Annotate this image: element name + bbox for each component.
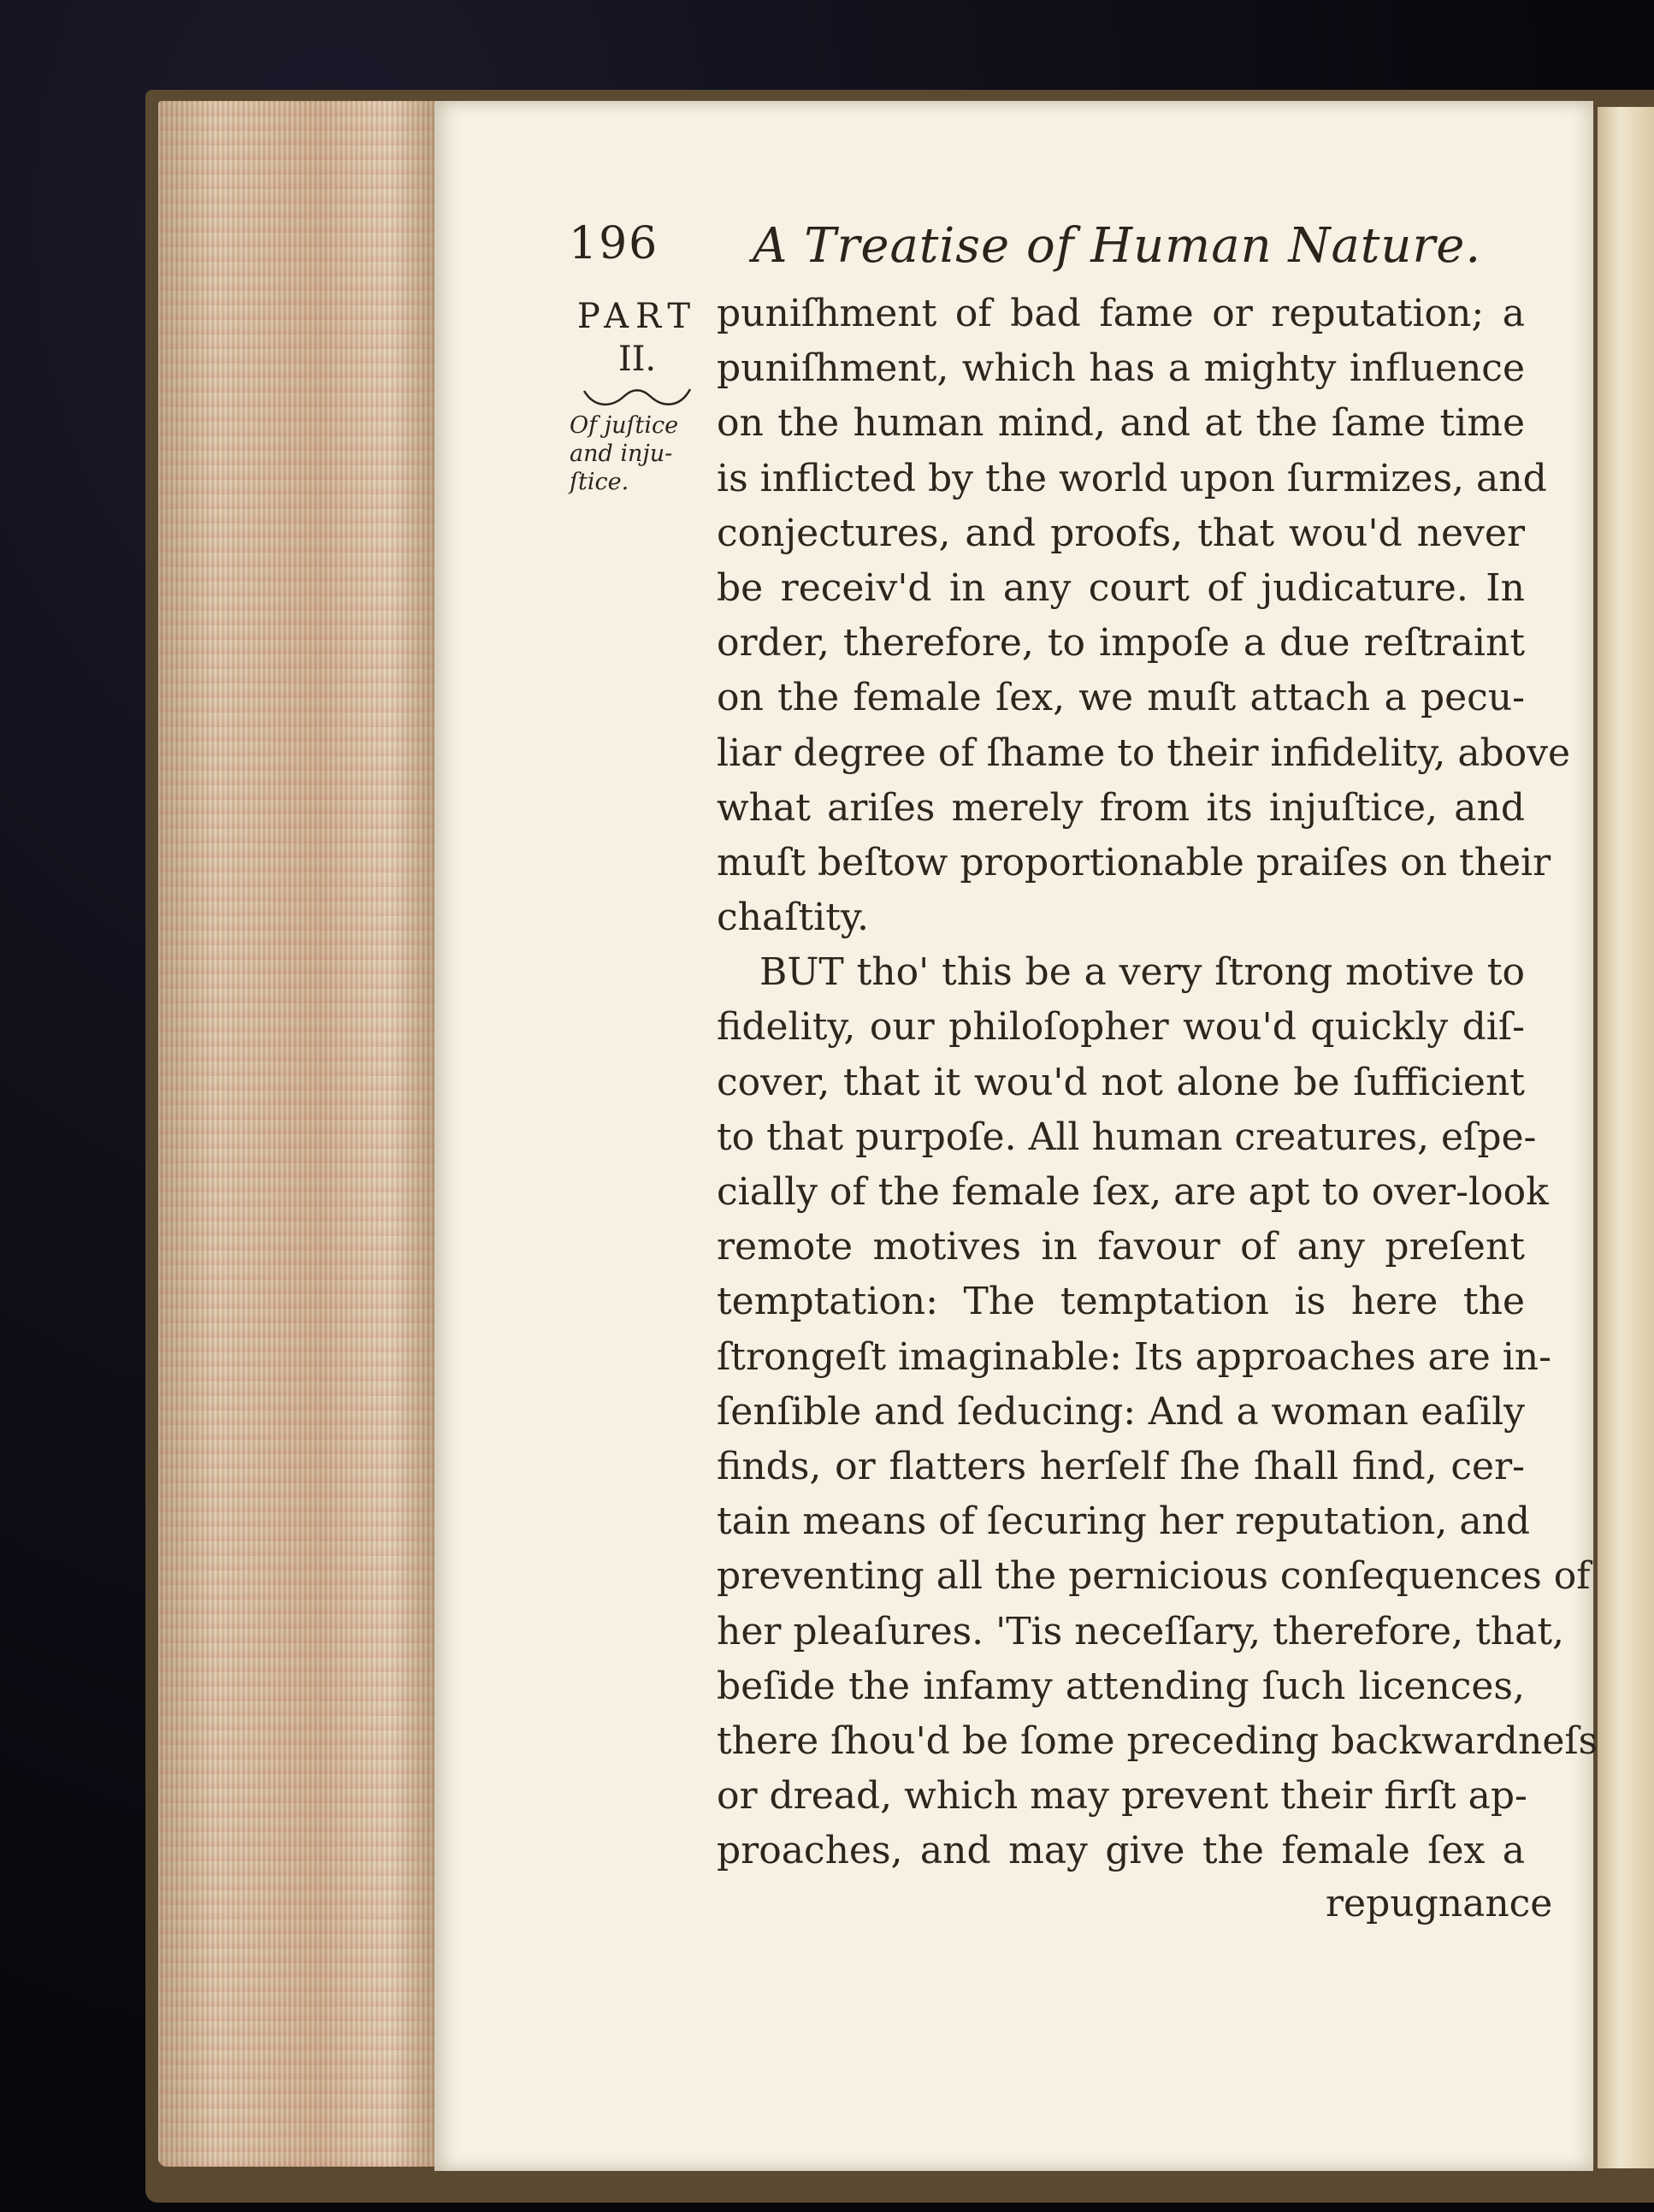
part-label: PART: [576, 297, 698, 336]
text-line: puniſhment, which has a mighty influence: [717, 346, 1525, 391]
facing-page-edge: [1598, 107, 1654, 2168]
text-line: temptation: The temptation is here the: [717, 1280, 1525, 1324]
text-line: ſtrongeſt imaginable: Its approaches are in-: [717, 1334, 1552, 1379]
side-note: [564, 411, 710, 496]
page-title: A Treatise of Human Nature.: [753, 218, 1482, 274]
text-line: be receiv'd in any court of judicature. In: [717, 565, 1525, 610]
flourish-icon: [577, 384, 697, 410]
side-note-line: ſtice.: [570, 469, 629, 495]
catchword: repugnance: [1326, 1882, 1553, 1925]
text-line: preventing all the pernicious conſequences of: [717, 1554, 1591, 1599]
text-line: to that purpoſe. All human creatures, eſpe-: [717, 1115, 1537, 1159]
text-line: there ſhou'd be ſome preceding backwardneſs: [717, 1718, 1598, 1763]
page-number: 196: [569, 218, 659, 269]
side-note-line: and inju-: [570, 441, 673, 467]
body-text: [717, 287, 1598, 1878]
text-line: what ariſes merely from its injuſtice, and: [717, 785, 1525, 830]
text-line: muſt beſtow proportionable praiſes on their: [717, 840, 1551, 884]
text-line: cover, that it wou'd not alone be ſufficient: [717, 1060, 1525, 1104]
text-line: fidelity, our philoſopher wou'd quickly diſ-: [717, 1005, 1525, 1050]
text-line: finds, or flatters herſelf ſhe ſhall find, cer-: [717, 1444, 1525, 1488]
text-line: puniſhment of bad fame or reputation; a: [717, 292, 1525, 335]
text-line: liar degree of ſhame to their infidelity, above: [717, 730, 1571, 775]
text-line: tain means of ſecuring her reputation, and: [717, 1499, 1531, 1544]
running-head: [569, 218, 1509, 287]
text-line: or dread, which may prevent their firſt ap-: [717, 1774, 1527, 1819]
text-line: chaſtity.: [717, 896, 869, 940]
side-note-line: Of juſtice: [570, 412, 679, 439]
margin-note: [564, 295, 710, 496]
text-line: her pleaſures. 'Tis neceſſary, therefore, that,: [717, 1609, 1564, 1653]
text-line: ſenſible and ſeducing: And a woman eaſily: [717, 1389, 1525, 1434]
text-line: order, therefore, to impoſe a due reſtraint: [717, 621, 1525, 665]
text-line: proaches, and may give the female ſex a: [717, 1829, 1525, 1873]
text-line: remote motives in favour of any preſent: [717, 1225, 1525, 1269]
text-line: BUT tho' this be a very ſtrong motive to: [759, 950, 1525, 995]
text-line: is inflicted by the world upon ſurmizes, and: [717, 456, 1547, 500]
page-edges: [158, 101, 449, 2167]
text-line: conjectures, and proofs, that wou'd never: [717, 511, 1525, 555]
text-line: beſide the infamy attending ſuch licences,: [717, 1664, 1525, 1708]
text-line: on the human mind, and at the ſame time: [717, 401, 1525, 446]
part-number: II.: [617, 340, 657, 379]
text-line: cially of the female ſex, are apt to over-look: [717, 1170, 1549, 1214]
text-line: on the female ſex, we muſt attach a pecu-: [717, 676, 1525, 720]
